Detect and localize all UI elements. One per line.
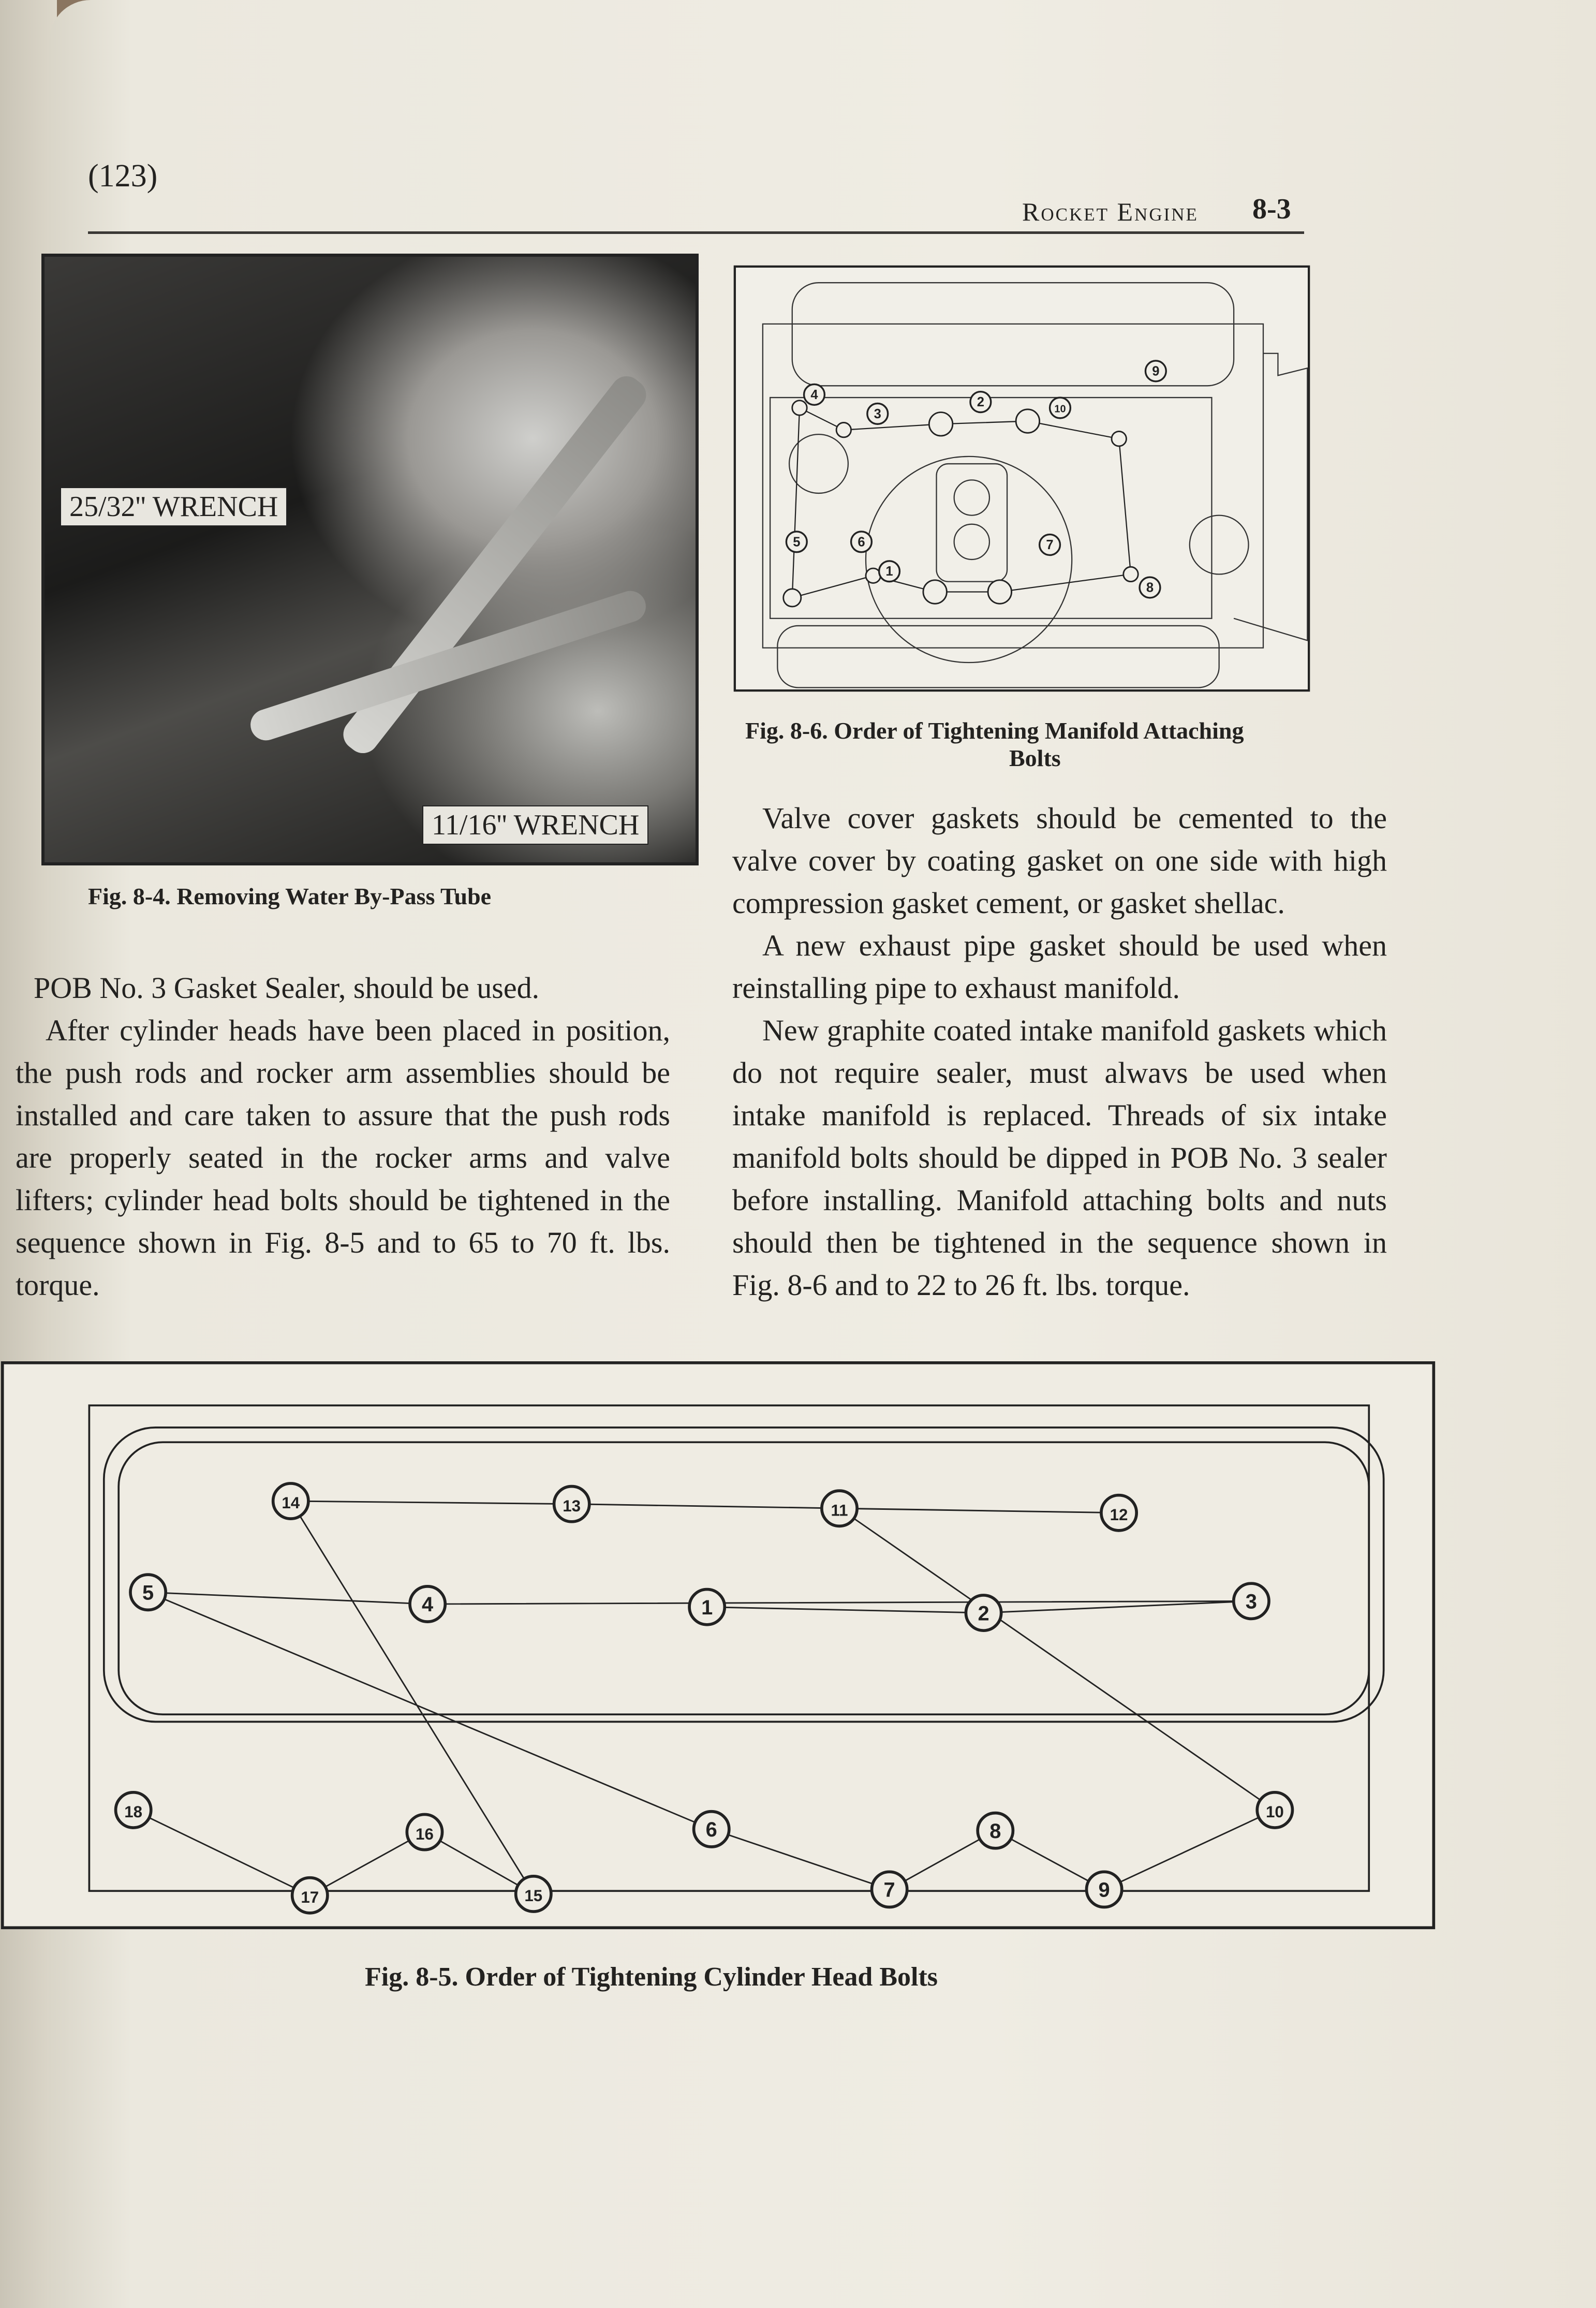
bolt-label [1040,535,1060,555]
bolt-label [966,1595,1001,1630]
svg-text:5: 5 [793,535,801,550]
bolt-label [970,392,991,413]
svg-text:8: 8 [1146,580,1154,595]
bolt-label [851,532,872,552]
svg-text:9: 9 [1098,1878,1110,1902]
paragraph: After cylinder heads have been placed in position, the push rods and rocker arm assemblies should be installed and care taken to assure that the push rods are properly seated in the rocker arms and valve lifters; cylinder head bolts should be tightened in the sequence shown in Fig. 8-5 and to 65 to 70 ft. lbs. torque. [16,1013,670,1302]
bolt-label [1087,1872,1122,1907]
bolt-label [410,1586,445,1622]
svg-text:18: 18 [124,1803,143,1821]
right-column-text [732,797,1387,1306]
bolt-label [1145,361,1166,381]
bolt-label [273,1483,308,1519]
bolt-label [1257,1792,1292,1828]
bolt-label [516,1876,551,1912]
paragraph: POB No. 3 Gasket Sealer, should be used. [34,971,540,1005]
bolt-label [1234,1583,1269,1619]
fig-8-5-caption: Fig. 8-5. Order of Tightening Cylinder Head Bolts [365,1962,938,1992]
bolt-label [822,1491,857,1526]
svg-text:1: 1 [885,564,893,579]
svg-text:10: 10 [1054,403,1066,415]
svg-text:17: 17 [301,1888,319,1906]
paragraph: Valve cover gaskets should be cemented to the valve cover by coating gasket on one side with high compression gasket cement, or gasket shellac. [732,801,1387,920]
svg-text:14: 14 [282,1494,300,1512]
left-column-text [16,967,670,1306]
bolt-label [407,1814,442,1849]
svg-text:12: 12 [1110,1505,1128,1524]
bolt-label [1101,1495,1136,1531]
bolt-label [879,561,900,582]
fig-8-5-cylinder-head-diagram [0,1361,1436,1931]
svg-text:7: 7 [1046,538,1054,553]
bolt-label [786,532,807,552]
svg-text:5: 5 [142,1581,154,1605]
svg-text:8: 8 [989,1819,1001,1843]
bolt-label [116,1792,151,1828]
wrench-label-11-16: 11/16'' WRENCH [422,805,648,845]
svg-text:3: 3 [1245,1590,1257,1613]
svg-text:6: 6 [858,535,865,550]
bolt-label [554,1487,589,1522]
svg-text:2: 2 [977,395,984,410]
page-number: (123) [88,158,158,194]
bolt-label [292,1878,328,1913]
bolt-label [1050,398,1071,418]
bolt-label [689,1590,725,1625]
svg-text:3: 3 [874,406,881,421]
svg-text:10: 10 [1265,1803,1284,1821]
fig-8-4-photo [41,254,699,865]
fig-8-6-caption-line2: Bolts [1009,745,1061,771]
running-head: Rocket Engine [1022,197,1199,226]
svg-text:4: 4 [810,387,818,402]
svg-text:9: 9 [1152,364,1160,379]
svg-text:11: 11 [831,1501,848,1520]
bolt-label [130,1575,166,1610]
bolt-label [872,1872,907,1907]
paragraph: A new exhaust pipe gasket should be used when reinstalling pipe to exhaust manifold. [732,929,1387,1005]
svg-text:16: 16 [416,1825,434,1843]
paragraph: New graphite coated intake manifold gaskets which do not require sealer, must alwavs be used when intake manifold is replaced. Threads of six intake manifold bolts should be dipped in POB No. 3 sealer before installing. Manifold attaching bolts and nuts should then be tightened in the sequence shown in Fig. 8-6 and to 22 to 26 ft. lbs. torque. [732,1013,1387,1302]
bolt-label [978,1813,1013,1848]
wrench-label-25-32: 25/32'' WRENCH [60,487,287,526]
bolt-label [1140,577,1160,598]
bolt-label [867,403,888,424]
svg-text:4: 4 [422,1593,434,1616]
svg-text:7: 7 [883,1878,895,1902]
svg-text:15: 15 [524,1887,543,1905]
bolt-label [694,1812,729,1847]
fig-8-6-manifold-diagram [733,265,1310,692]
svg-text:13: 13 [563,1496,581,1515]
bolt-label [804,384,825,405]
svg-text:2: 2 [978,1602,989,1625]
section-number: 8-3 [1252,193,1291,225]
svg-text:6: 6 [705,1818,717,1842]
fig-8-4-caption: Fig. 8-4. Removing Water By-Pass Tube [88,883,492,909]
svg-text:1: 1 [701,1596,713,1619]
fig-8-6-caption: Fig. 8-6. Order of Tightening Manifold Attaching [745,717,1244,744]
header-rule [88,231,1304,234]
